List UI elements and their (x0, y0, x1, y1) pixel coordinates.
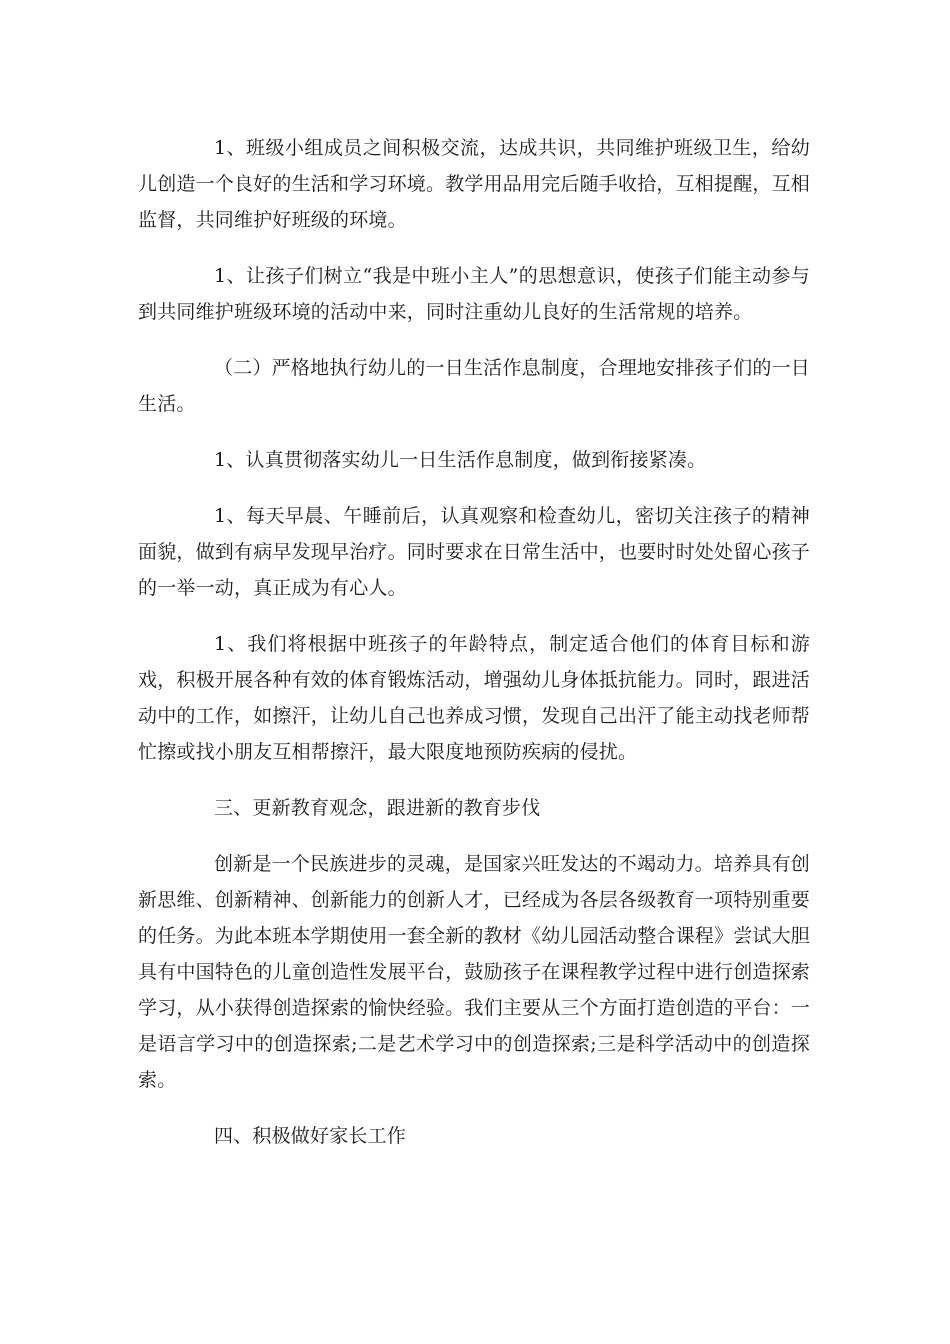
paragraph-class-hygiene: 1、班级小组成员之间积极交流，达成共识，共同维护班级卫生，给幼儿创造一个良好的生活和学习环境。教学用品用完后随手收拾，互相提醒，互相监督，共同维护好班级的环境。 (138, 137, 811, 231)
paragraph-physical-activity: 1、我们将根据中班孩子的年龄特点，制定适合他们的体育目标和游戏，积极开展各种有效的体育锻炼活动，增强幼儿身体抵抗能力。同时，跟进活动中的工作，如擦汗，让幼儿自己也养成习惯，发现自己出汗了能主动找老师帮忙擦或找小朋友互相帮擦汗，最大限度地预防疾病的侵扰。 (138, 633, 811, 763)
paragraph-schedule: 1、认真贯彻落实幼儿一日生活作息制度，做到衔接紧凑。 (214, 449, 707, 471)
paragraph-innovation: 创新是一个民族进步的灵魂，是国家兴旺发达的不竭动力。培养具有创新思维、创新精神、创新能力的创新人才，已经成为各层各级教育一项特别重要的任务。为此本班本学期使用一套全新的教材《幼儿园活动整合课程》尝试大胆具有中国特色的儿童创造性发展平台，鼓励孩子在课程教学过程中进行创造探索学习，从小获得创造探索的愉快经验。我们主要从三个方面打造创造的平台：一是语言学习中的创造探索;二是艺术学习中的创造探索;三是科学活动中的创造探索。 (138, 853, 811, 1091)
section-heading-parent-work: 四、积极做好家长工作 (214, 1125, 407, 1147)
paragraph-little-master: 1、让孩子们树立“我是中班小主人”的思想意识，使孩子们能主动参与到共同维护班级环境的活动中来，同时注重幼儿良好的生活常规的培养。 (138, 265, 810, 323)
paragraph-health-check: 1、每天早晨、午睡前后，认真观察和检查幼儿，密切关注孩子的精神面貌，做到有病早发现早治疗。同时要求在日常生活中，也要时时处处留心孩子的一举一动，真正成为有心人。 (138, 505, 811, 599)
section-heading-education-concept: 三、更新教育观念，跟进新的教育步伐 (214, 797, 541, 819)
document-body (138, 130, 810, 1174)
section-heading-daily-routine: （二）严格地执行幼儿的一日生活作息制度，合理地安排孩子们的一日生活。 (138, 357, 810, 415)
